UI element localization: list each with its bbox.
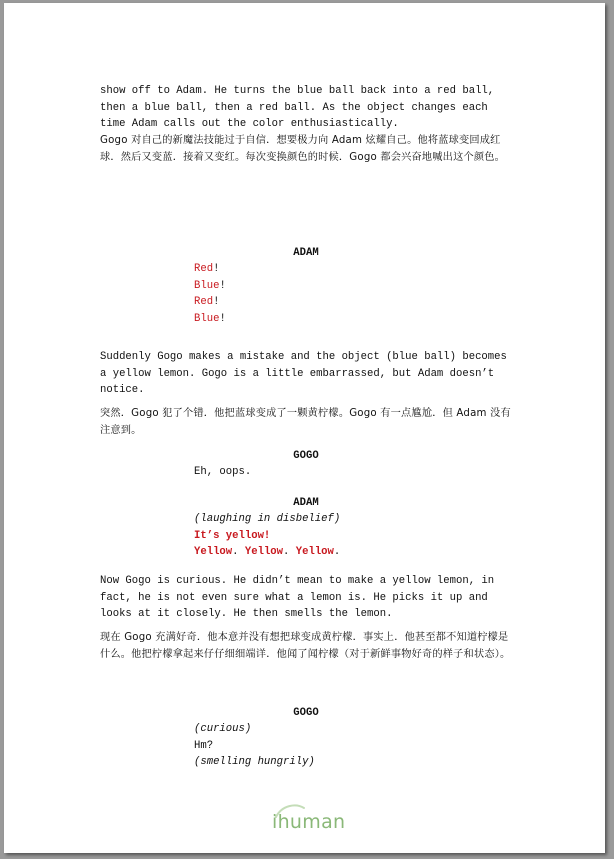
logo-wordmark: ihuman xyxy=(272,811,346,833)
dialogue-block xyxy=(194,721,454,771)
color-word: Blue xyxy=(194,312,220,325)
dialogue-block xyxy=(194,261,454,327)
parenthetical: (laughing in disbelief) xyxy=(194,513,341,525)
color-word: Yellow xyxy=(244,546,284,558)
color-word: Blue xyxy=(194,279,220,292)
color-word: Yellow xyxy=(295,546,334,558)
separator: . xyxy=(232,546,245,558)
script-page xyxy=(4,3,605,853)
action-paragraph: Suddenly Gogo makes a mistake and the object (blue ball) becomes a yellow lemon. Gogo is a little embarrassed, but Adam doesn’t notice. xyxy=(100,351,507,396)
dialogue-line xyxy=(194,261,454,278)
action-paragraph: show off to Adam. He turns the blue ball back into a red ball, then a blue ball, then a red ball. As the object changes each time Adam calls out the color enthusiastically. xyxy=(100,85,495,130)
character-name-gogo: GOGO xyxy=(293,450,319,462)
dialogue-line xyxy=(194,544,454,561)
parenthetical: (smelling hungrily) xyxy=(194,756,315,768)
parenthetical: (curious) xyxy=(194,723,252,735)
dialogue-line: Eh, oops. xyxy=(194,466,252,478)
dialogue-block xyxy=(194,511,454,561)
separator: . xyxy=(283,546,296,558)
translation-paragraph: 突然．Gogo 犯了个错．他把蓝球变成了一颗黄柠檬。Gogo 有一点尴尬．但 Adam 没有注意到。 xyxy=(100,408,511,436)
character-name-adam: ADAM xyxy=(293,247,319,259)
punctuation: ! xyxy=(213,263,220,275)
dialogue-block xyxy=(194,464,454,481)
punctuation: ! xyxy=(213,296,220,308)
color-word: Red xyxy=(194,263,214,275)
character-name-gogo: GOGO xyxy=(293,707,319,719)
color-word: Yellow xyxy=(194,546,233,558)
dialogue-line: Hm? xyxy=(194,739,214,752)
translation-paragraph: 现在 Gogo 充满好奇．他本意并没有想把球变成黄柠檬．事实上．他甚至都不知道柠檬是什么。他把柠檬拿起来仔仔细细端详．他闻了闻柠檬（对于新鲜事物好奇的样子和状态）。 xyxy=(100,632,511,660)
translation-paragraph: Gogo 对自己的新魔法技能过于自信．想要极力向 Adam 炫耀自己。他将蓝球变回成红球．然后又变蓝．接着又变红。每次变换颜色的时候．Gogo 都会兴奋地喊出这个颜色。 xyxy=(100,135,506,163)
separator: . xyxy=(333,546,347,558)
character-name-adam: ADAM xyxy=(293,497,319,509)
punctuation: ! xyxy=(219,312,226,325)
dialogue-line xyxy=(194,311,454,328)
dialogue-line: It’s yellow! xyxy=(194,529,271,542)
dialogue-line xyxy=(194,294,454,311)
action-paragraph: Now Gogo is curious. He didn’t mean to make a yellow lemon, in fact, he is not even sure what a lemon is. He picks it up and looks at it closely. He then smells the lemon. xyxy=(100,575,495,620)
color-word: Red xyxy=(194,296,214,308)
punctuation: ! xyxy=(219,279,226,292)
dialogue-line xyxy=(194,278,454,295)
